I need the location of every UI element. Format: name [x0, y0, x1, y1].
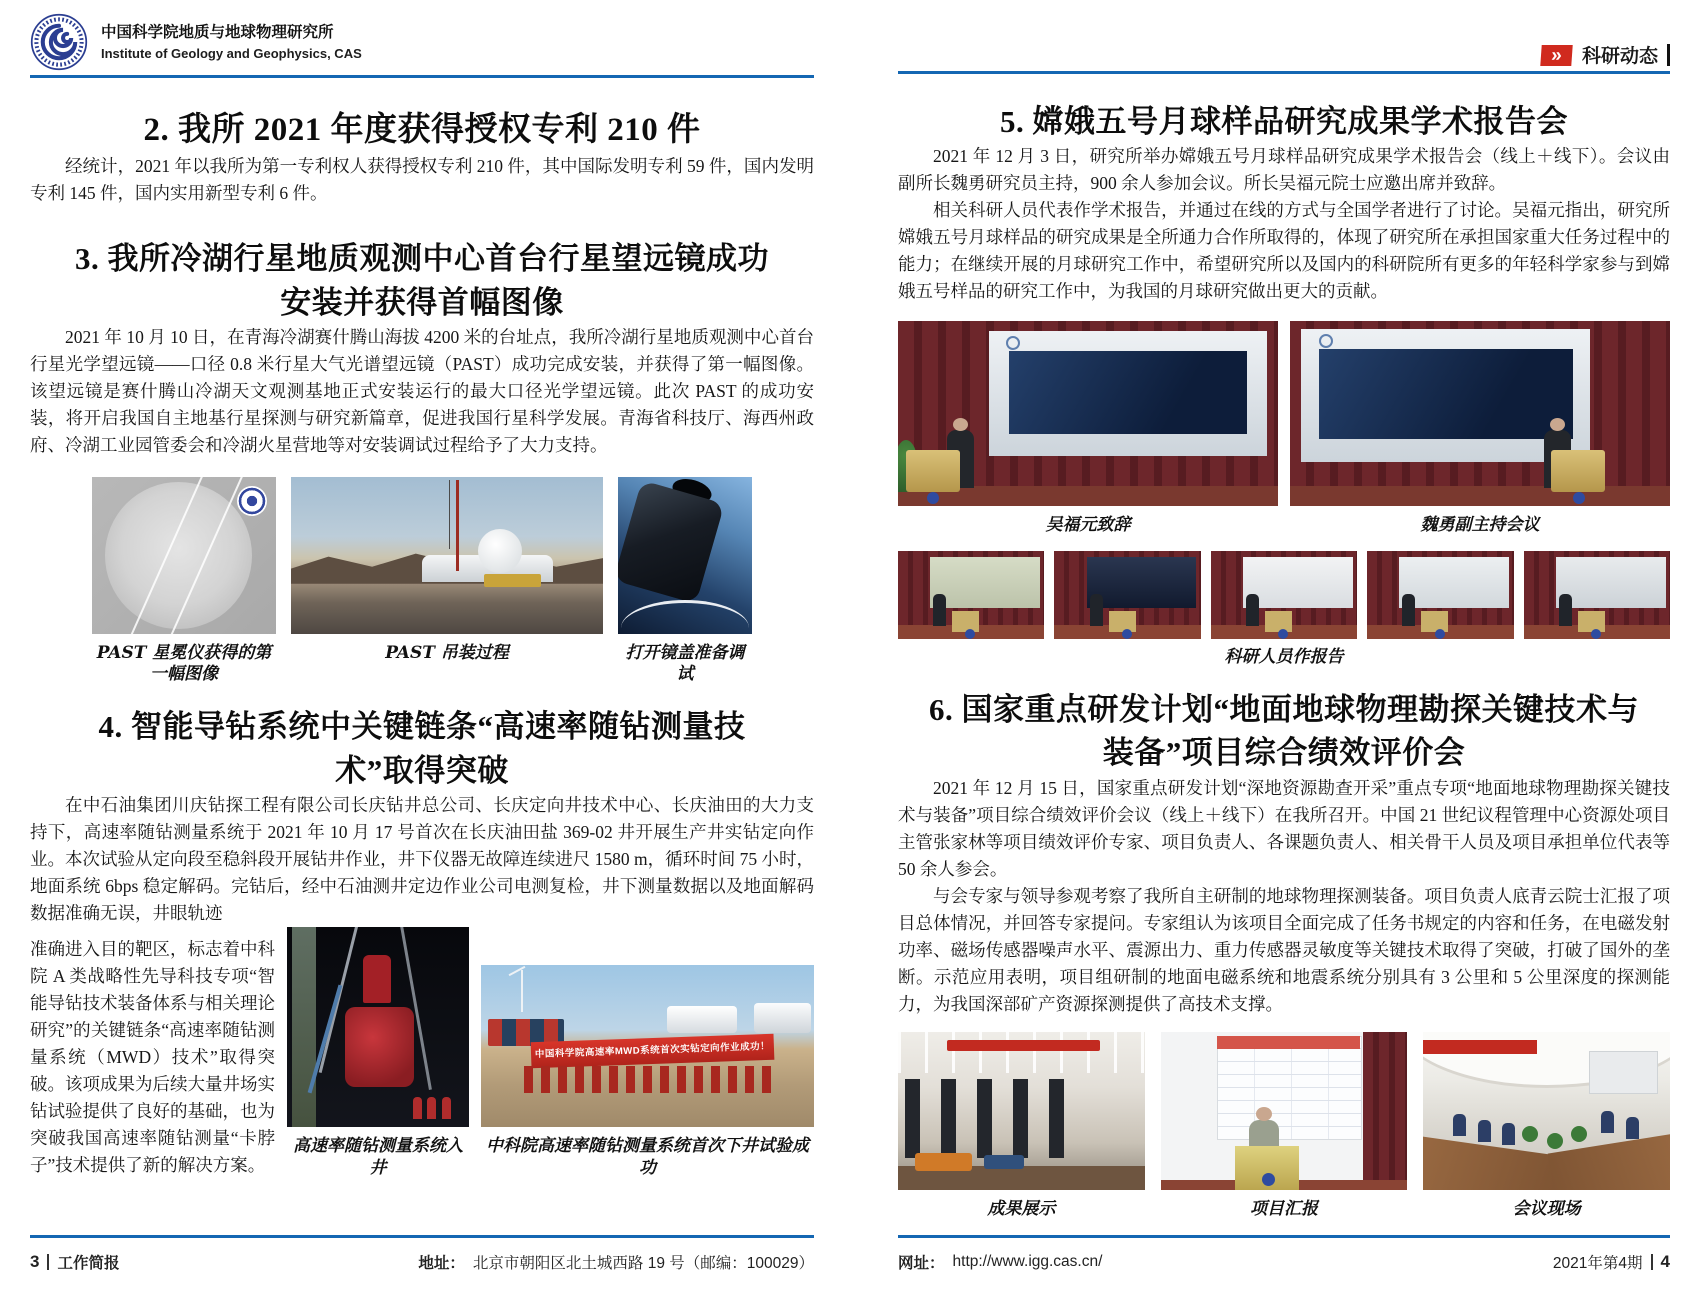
section-5-paragraph-1: 2021 年 12 月 3 日，研究所举办嫦娥五号月球样品研究成果学术报告会（线上＋线下）。会议由副所长魏勇研究员主持，900 余人参加会议。所长吴福元院士应邀出席并致辞。	[898, 146, 1670, 194]
figure-wei-host	[1290, 321, 1670, 536]
section-4-title: 4. 智能导钻系统中关键链条“高速率随钻测量技术”取得突破	[98, 709, 746, 788]
footer-publication-name: 工作简报	[57, 1255, 120, 1272]
strip-caption: 科研人员作报告	[1224, 646, 1344, 667]
slide-header-strip	[1217, 1036, 1360, 1049]
figure-caption: 吴福元致辞	[1045, 515, 1131, 536]
podium	[906, 450, 960, 492]
truck	[667, 1006, 737, 1034]
section-4-paragraph-cont: 准确进入目的靶区，标志着中科院 A 类战略性先导科技专项“智能导钻技术装备体系与相关理论研究”的关键链条“高速率随钻测量系统（MWD）技术”取得突破。该项成果为后续大量井场实钻试验提供了良好的基础，也为突破我国高速率随钻测量“卡脖子”技术提供了新的解决方案。	[30, 938, 275, 1175]
figure-caption: 项目汇报	[1250, 1198, 1318, 1219]
meeting-banner	[947, 1040, 1100, 1051]
mini-speaker	[1090, 594, 1103, 626]
crane-truck	[484, 574, 540, 587]
footer-site-group	[898, 1251, 1102, 1273]
dome-rim	[621, 600, 750, 634]
mini-speaker	[933, 594, 946, 626]
section-6-title: 6. 国家重点研发计划“地面地球物理勘探关键技术与装备”项目综合绩效评价会	[929, 691, 1639, 771]
section-tag-label: 科研动态	[1581, 46, 1658, 67]
footer-divider	[1651, 1254, 1653, 1270]
orange-equipment	[915, 1153, 972, 1170]
figure-results-display	[898, 1032, 1145, 1220]
figure-caption: 打开镜盖准备调试	[625, 642, 745, 685]
section-5-title: 5. 嫦娥五号月球样品研究成果学术报告会	[1000, 104, 1568, 139]
footer-address-label: 地址：	[418, 1255, 465, 1272]
attendee-figure	[1626, 1117, 1639, 1139]
section-2-title: 2. 我所 2021 年度获得授权专利 210 件	[143, 112, 701, 148]
section-3-photo-row	[30, 477, 814, 686]
photo-wu-fuyuan-speech	[898, 321, 1278, 506]
wall-screen	[1589, 1051, 1658, 1094]
figure-caption: 会议现场	[1512, 1198, 1581, 1219]
masthead-left	[30, 0, 814, 78]
page-right	[850, 0, 1700, 1289]
footer-site-url[interactable]: http://www.igg.cas.cn/	[952, 1253, 1103, 1270]
crane-cable	[449, 480, 450, 549]
footer-page-number: 3	[30, 1252, 40, 1271]
section-3-paragraph: 2021 年 10 月 10 日，在青海冷湖赛什腾山海拔 4200 米的台址点，我所冷湖行星地质观测中心首台行星光学望远镜——口径 0.8 米行星大气光谱望远镜（PAST）成功完成安装，并获得了第一幅图像。该望远镜是赛什腾山冷湖天文观测基地正式安装运行的最大口径光学望远镜。此次 PAST 的成功安装，将开启我国自主地基行星探测与研究新篇章，促进我国行星科学发展。青海省科技厅、海西州政府、冷湖工业园管委会和冷湖火星营地等对安装调试过程给予了大力支持。	[30, 326, 814, 455]
mini-speaker	[1246, 594, 1259, 626]
footer-page-number: 4	[1660, 1252, 1670, 1271]
photo-project-report	[1161, 1032, 1408, 1190]
photo-mwd-rig-night	[287, 927, 469, 1127]
photo-researcher-talk-2	[1054, 551, 1200, 639]
mini-podium	[1109, 611, 1136, 632]
footer-issue: 2021年第4期	[1552, 1255, 1643, 1272]
banner-text: 中国科学院高速率MWD系统首次实钻定向作业成功！	[534, 1041, 771, 1061]
igg-logo-on-screen	[1006, 336, 1020, 350]
worker-figure	[442, 1097, 451, 1119]
table-plant	[1547, 1133, 1563, 1149]
footer-left-page	[30, 1235, 814, 1273]
mini-screen	[1399, 557, 1509, 608]
igg-spiral-logo	[30, 13, 88, 71]
mini-screen	[1556, 557, 1666, 608]
attendee-figure	[1601, 1111, 1614, 1133]
section-3-title: 3. 我所冷湖行星地质观测中心首台行星望远镜成功安装并获得首幅图像	[75, 241, 769, 320]
photo-researcher-talk-1	[898, 551, 1044, 639]
footer-right-page	[898, 1235, 1670, 1273]
mini-podium	[1421, 611, 1448, 632]
figure-past-crane	[291, 477, 603, 686]
mini-screen	[930, 557, 1040, 608]
truck	[754, 1003, 811, 1034]
photo-researcher-talk-3	[1211, 551, 1357, 639]
figure-mwd-team-banner	[481, 965, 814, 1179]
mini-podium	[952, 611, 979, 632]
celebration-banner	[531, 1034, 775, 1068]
worker-figure	[427, 1097, 436, 1119]
mini-logo-dot	[965, 629, 975, 639]
figure-meeting-scene	[1423, 1032, 1670, 1220]
ceiling-lights	[898, 1032, 1145, 1073]
figure-caption: 高速率随钻测量系统入井	[293, 1136, 463, 1178]
section-2-paragraph: 经统计，2021 年以我所为第一专利权人获得授权专利 210 件，其中国际发明专利 59 件，国内发明专利 145 件，国内实用新型专利 6 件。	[30, 156, 814, 204]
mini-podium	[1265, 611, 1292, 632]
mini-logo-dot	[1591, 629, 1601, 639]
footer-address-group	[418, 1251, 814, 1273]
photo-results-display	[898, 1032, 1145, 1190]
conference-table	[1423, 1135, 1559, 1190]
photo-mwd-team-banner	[481, 965, 814, 1127]
attendee-figure	[1478, 1120, 1491, 1142]
figure-caption: 成果展示	[987, 1198, 1056, 1219]
slide-image	[1009, 351, 1248, 434]
slide-screen	[1217, 1036, 1362, 1139]
igg-watermark-logo	[237, 486, 267, 516]
red-mwd-unit	[345, 1007, 414, 1087]
telescope-dome	[478, 529, 522, 573]
rig-frame	[292, 927, 316, 1127]
figure-caption: PAST 吊装过程	[385, 642, 509, 663]
photo-researcher-talk-4	[1367, 551, 1513, 639]
section-6-photo-row	[898, 1032, 1670, 1220]
photo-meeting-scene	[1423, 1032, 1670, 1190]
figure-caption: PAST 星冕仪获得的第一幅图像	[96, 642, 272, 685]
footer-divider	[47, 1254, 49, 1270]
figure-wu-speech	[898, 321, 1278, 536]
figure-caption: 中科院高速率随钻测量系统首次下井试验成功	[486, 1136, 809, 1178]
projection-screen	[989, 331, 1266, 457]
figure-past-telescope	[618, 477, 752, 686]
table-plant	[1571, 1126, 1587, 1142]
figure-caption: 魏勇副主持会议	[1420, 515, 1540, 536]
mini-logo-dot	[1435, 629, 1445, 639]
footer-address: 北京市朝阳区北土城西路 19 号（邮编：100029）	[472, 1255, 814, 1272]
mini-screen	[1243, 557, 1353, 608]
photo-past-first-image	[92, 477, 276, 634]
red-equipment-top	[363, 955, 390, 1003]
section-5-small-photo-strip	[898, 551, 1670, 639]
footer-issue-group	[1553, 1251, 1670, 1273]
mini-logo-dot	[1122, 629, 1132, 639]
igg-logo-on-screen	[1319, 334, 1333, 348]
table-plant	[1522, 1126, 1538, 1142]
section-5-paragraph-2: 相关科研人员代表作学术报告，并通过在线的方式与全国学者进行了讨论。吴福元指出，研究所嫦娥五号月球样品的研究成果是全所通力合作所取得的，体现了研究所在承担国家重大任务过程中的能力；在继续开展的月球研究工作中，希望研究所以及国内的科研院所有更多的年轻科学家参与到嫦娥五号样品的研究工作中，为我国的月球研究做出更大的贡献。	[898, 200, 1670, 302]
podium	[1551, 450, 1605, 492]
stage-floor	[1290, 486, 1670, 506]
conference-table	[1547, 1131, 1670, 1189]
section-6-paragraph-1: 2021 年 12 月 15 日，国家重点研发计划“深地资源勘查开采”重点专项“地面地球物理勘探关键技术与装备”项目综合绩效评价会议（线上＋线下）在我所召开。中国 21 世纪议程管理中心资源处项目主管张家林等项目绩效评价专家、项目负责人、各课题负责人、相关骨干人员及项目承担单位代表等 50 余人参会。	[898, 777, 1670, 879]
footer-pub-group	[30, 1251, 119, 1273]
podium	[1235, 1146, 1299, 1190]
photo-past-crane-install	[291, 477, 603, 634]
attendee-figure	[1453, 1114, 1466, 1136]
photo-wei-yong-host	[1290, 321, 1670, 506]
masthead-org-block	[101, 23, 362, 62]
photo-researcher-talk-5	[1524, 551, 1670, 639]
blue-equipment	[984, 1155, 1023, 1169]
mini-screen	[1087, 557, 1197, 608]
section-6-paragraph-2: 与会专家与领导参观考察了我所自主研制的地球物理探测装备。项目负责人底青云院士汇报了项目总体情况，并回答专家提问。专家组认为该项目全面完成了任务书规定的内容和任务，在电磁发射功率、磁场传感器噪声水平、震源出力、重力传感器灵敏度等关键技术取得了突破，打破了国外的垄断。示范应用表明，项目组研制的地面电磁系统和地震系统分别具有 3 公里和 5 公里深度的探测能力，为我国深部矿产资源探测提供了高技术支撑。	[898, 885, 1670, 1014]
meeting-banner	[1423, 1040, 1536, 1054]
mini-speaker	[1559, 594, 1572, 626]
org-name-cn: 中国科学院地质与地球物理研究所	[101, 23, 334, 41]
photo-telescope-open	[618, 477, 752, 634]
crane-mast	[456, 480, 459, 571]
figure-mwd-rig	[287, 927, 469, 1179]
section-4-paragraph-intro: 在中石油集团川庆钻探工程有限公司长庆钻井总公司、长庆定向井技术中心、长庆油田的大力支持下，高速率随钻测量系统于 2021 年 10 月 17 号首次在长庆油田盐 369-02 井开展生产井实钻定向作业。本次试验从定向段至稳斜段开展钻井作业，井下仪器无故障连续进尺 1580 m，循环时间 75 小时，地面系统 6bps 稳定解码。完钻后，经中石油测井定边作业公司电测复检，井下测量数据以及地面解码数据准确无误，井眼轨迹	[30, 795, 814, 924]
section-4-lower-row	[30, 927, 814, 1179]
footer-site-label: 网址：	[898, 1255, 945, 1272]
figure-past-first-image	[92, 477, 276, 686]
wind-turbine	[521, 970, 523, 1012]
tag-divider-bar	[1667, 44, 1670, 66]
chevrons-icon: »	[1540, 45, 1572, 66]
slide-image	[1319, 349, 1573, 440]
org-name-en: Institute of Geology and Geophysics, CAS	[101, 45, 362, 61]
masthead-right	[898, 0, 1670, 74]
section-5-photo-row	[898, 321, 1670, 536]
attendee-figure	[1502, 1123, 1515, 1145]
stage-curtain	[1363, 1032, 1407, 1190]
figure-project-report	[1161, 1032, 1408, 1220]
team-row	[524, 1066, 777, 1094]
mini-logo-dot	[1278, 629, 1288, 639]
worker-figure	[413, 1097, 422, 1119]
mini-speaker	[1402, 594, 1415, 626]
visitor-crowd	[905, 1079, 1083, 1158]
mini-podium	[1578, 611, 1605, 632]
